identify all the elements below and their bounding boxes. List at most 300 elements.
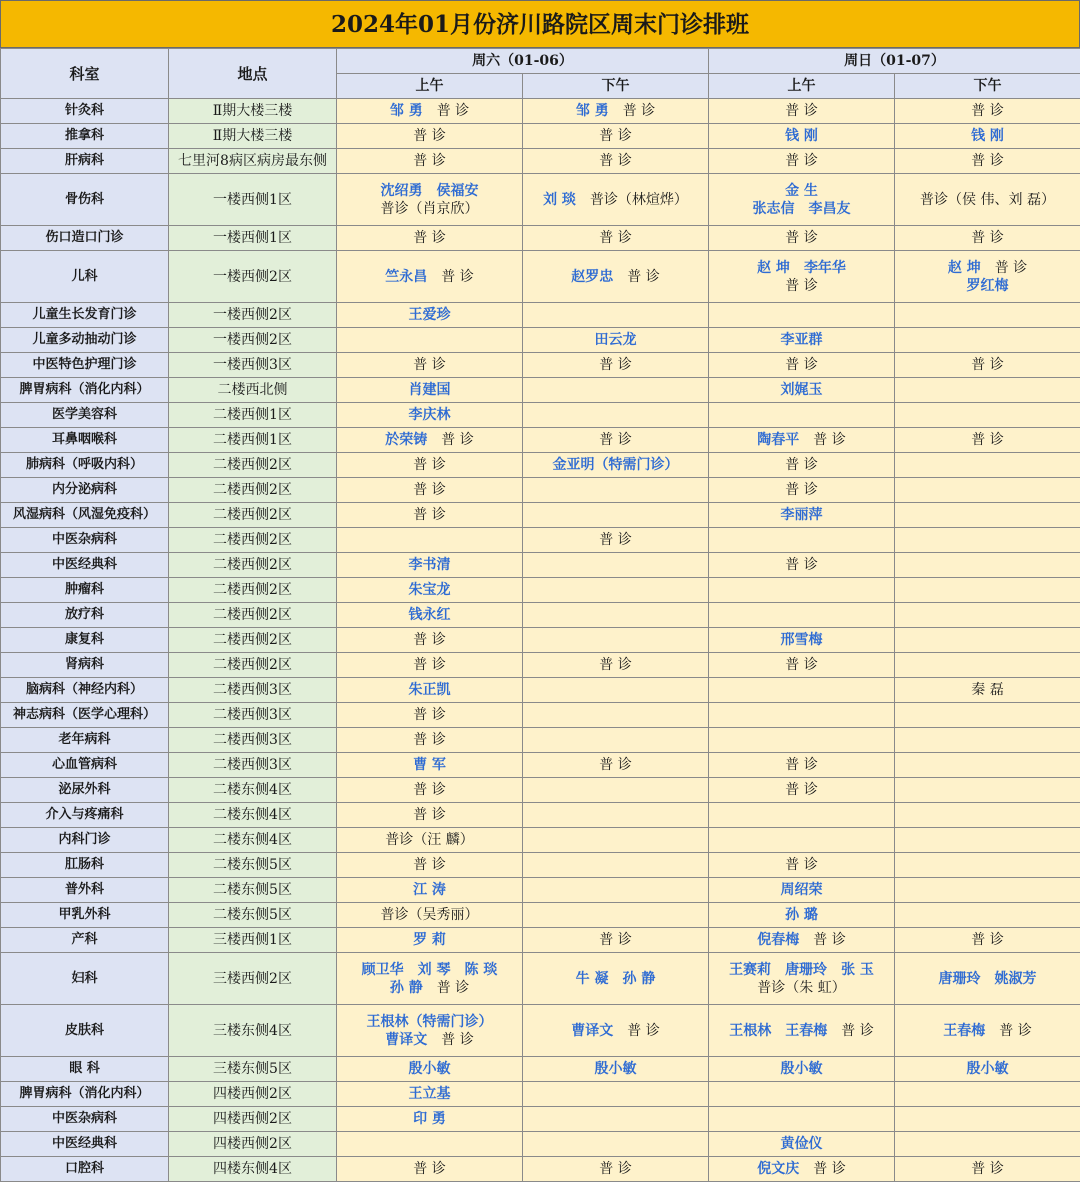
slot-sun-am	[709, 878, 895, 903]
slot-sun-pm	[895, 753, 1080, 778]
slot-sat-am	[337, 928, 523, 953]
general-clinic: 普诊（汪 麟）	[385, 832, 474, 848]
header-dept: 科室	[1, 49, 169, 99]
general-clinic: 普 诊	[599, 1161, 632, 1177]
slot-line	[711, 481, 892, 499]
slot-sat-am	[337, 1057, 523, 1082]
slot-line	[897, 102, 1078, 120]
location-cell: 二楼西侧3区	[169, 753, 337, 778]
slot-line	[711, 1160, 892, 1178]
location-cell: 三楼西侧1区	[169, 928, 337, 953]
doctor-name: 姚淑芳	[994, 970, 1037, 987]
slot-sun-pm	[895, 728, 1080, 753]
doctor-name: 王赛莉	[729, 961, 772, 978]
header-location: 地点	[169, 49, 337, 99]
slot-sat-pm	[523, 328, 709, 353]
doctor-name: 钱永红	[408, 607, 451, 623]
slot-line	[339, 481, 520, 499]
doctor-name: 王根林（特需门诊）	[366, 1013, 493, 1030]
general-clinic: 普 诊	[813, 1161, 846, 1177]
general-clinic: 普 诊	[971, 1161, 1004, 1177]
slot-sat-am	[337, 378, 523, 403]
dept-cell: 甲乳外科	[1, 903, 169, 928]
doctor-name: 刘 琰	[543, 191, 576, 208]
general-clinic: 普诊（林煊烨）	[589, 191, 688, 208]
slot-sun-am	[709, 403, 895, 428]
slot-line	[711, 631, 892, 649]
doctor-name: 陶春平	[757, 432, 800, 448]
slot-line	[339, 906, 520, 924]
table-row	[1, 124, 1080, 149]
general-clinic: 普诊（肖京欣）	[380, 200, 479, 217]
table-row	[1, 353, 1080, 378]
table-row	[1, 1132, 1080, 1157]
general-clinic: 普 诊	[999, 1022, 1032, 1039]
location-cell: 二楼东侧4区	[169, 828, 337, 853]
location-cell: 二楼西侧3区	[169, 703, 337, 728]
doctor-name: 田云龙	[594, 332, 637, 348]
slot-line	[339, 731, 520, 749]
header-saturday: 周六（01-06）	[337, 49, 709, 74]
slot-line	[339, 581, 520, 599]
slot-line	[339, 506, 520, 524]
dept-cell: 内分泌病科	[1, 478, 169, 503]
location-cell: 三楼西侧2区	[169, 953, 337, 1005]
slot-sun-pm	[895, 378, 1080, 403]
table-row	[1, 226, 1080, 251]
slot-line	[339, 681, 520, 699]
location-cell: 二楼东侧4区	[169, 778, 337, 803]
general-clinic: 普 诊	[436, 979, 470, 996]
general-clinic: 普 诊	[441, 268, 474, 285]
slot-line	[897, 356, 1078, 374]
slot-sat-pm	[523, 878, 709, 903]
doctor-name: 刘娓玉	[780, 382, 823, 398]
slot-line	[525, 127, 706, 145]
dept-cell: 眼 科	[1, 1057, 169, 1082]
slot-sat-pm	[523, 403, 709, 428]
slot-line	[339, 656, 520, 674]
general-clinic: 普 诊	[627, 1022, 660, 1039]
header-sat-am: 上午	[337, 74, 523, 99]
slot-sat-pm	[523, 303, 709, 328]
slot-sun-am	[709, 728, 895, 753]
table-row	[1, 503, 1080, 528]
dept-cell: 中医经典科	[1, 1132, 169, 1157]
location-cell: 二楼西侧2区	[169, 653, 337, 678]
slot-line	[339, 102, 520, 120]
general-clinic: 普 诊	[413, 128, 446, 144]
doctor-name: 肖建国	[408, 382, 451, 398]
slot-sun-pm	[895, 503, 1080, 528]
slot-line	[339, 306, 520, 324]
dept-cell: 中医杂病科	[1, 528, 169, 553]
slot-sat-am	[337, 428, 523, 453]
slot-line	[339, 152, 520, 170]
slot-line	[525, 1022, 706, 1040]
slot-line	[339, 831, 520, 849]
dept-cell: 中医经典科	[1, 553, 169, 578]
doctor-name: 沈绍勇	[380, 182, 423, 199]
slot-line	[525, 931, 706, 949]
slot-line	[897, 191, 1078, 209]
table-row	[1, 878, 1080, 903]
general-clinic: 普 诊	[785, 657, 818, 673]
slot-line	[339, 961, 520, 979]
slot-sat-am	[337, 303, 523, 328]
dept-cell: 普外科	[1, 878, 169, 903]
slot-sat-pm	[523, 778, 709, 803]
slot-sat-am	[337, 149, 523, 174]
doctor-name: 殷小敏	[966, 1061, 1009, 1077]
slot-sat-am	[337, 803, 523, 828]
slot-line	[339, 200, 520, 218]
header-sunday: 周日（01-07）	[709, 49, 1080, 74]
slot-line	[339, 781, 520, 799]
slot-sat-am	[337, 653, 523, 678]
slot-line	[525, 268, 706, 286]
general-clinic: 秦 磊	[971, 682, 1004, 698]
slot-line	[525, 756, 706, 774]
dept-cell: 脾胃病科（消化内科）	[1, 378, 169, 403]
slot-sat-pm	[523, 99, 709, 124]
slot-sun-am	[709, 353, 895, 378]
dept-cell: 神志病科（医学心理科）	[1, 703, 169, 728]
slot-sun-pm	[895, 251, 1080, 303]
general-clinic: 普 诊	[599, 153, 632, 169]
slot-sat-pm	[523, 226, 709, 251]
table-row	[1, 628, 1080, 653]
slot-line	[339, 229, 520, 247]
slot-sat-pm	[523, 553, 709, 578]
table-row	[1, 453, 1080, 478]
location-cell: 二楼东侧5区	[169, 853, 337, 878]
general-clinic: 普 诊	[413, 482, 446, 498]
slot-sun-pm	[895, 303, 1080, 328]
slot-sat-pm	[523, 828, 709, 853]
slot-line	[897, 152, 1078, 170]
slot-sun-am	[709, 478, 895, 503]
slot-sun-am	[709, 503, 895, 528]
doctor-name: 钱 刚	[785, 128, 818, 144]
slot-sat-pm	[523, 353, 709, 378]
location-cell: 一楼西侧1区	[169, 174, 337, 226]
doctor-name: 罗 莉	[413, 932, 446, 948]
general-clinic: 普 诊	[813, 432, 846, 448]
slot-sat-pm	[523, 251, 709, 303]
slot-sat-am	[337, 226, 523, 251]
slot-sun-am	[709, 99, 895, 124]
slot-line	[897, 1022, 1078, 1040]
slot-sun-am	[709, 903, 895, 928]
slot-sun-am	[709, 703, 895, 728]
slot-line	[339, 1013, 520, 1031]
dept-cell: 推拿科	[1, 124, 169, 149]
slot-sat-pm	[523, 903, 709, 928]
slot-sat-pm	[523, 1132, 709, 1157]
table-row	[1, 553, 1080, 578]
slot-line	[525, 431, 706, 449]
location-cell: 二楼西侧2区	[169, 478, 337, 503]
table-row	[1, 1057, 1080, 1082]
general-clinic: 普 诊	[785, 103, 818, 119]
slot-line	[711, 1060, 892, 1078]
location-cell: Ⅱ期大楼三楼	[169, 124, 337, 149]
doctor-name: 殷小敏	[594, 1061, 637, 1077]
slot-sat-am	[337, 1107, 523, 1132]
location-cell: 二楼东侧4区	[169, 803, 337, 828]
slot-line	[525, 656, 706, 674]
table-row	[1, 303, 1080, 328]
slot-line	[711, 381, 892, 399]
page-title: 2024年01月份济川路院区周末门诊排班	[0, 0, 1080, 48]
slot-sat-am	[337, 828, 523, 853]
location-cell: 二楼西侧2区	[169, 528, 337, 553]
location-cell: 二楼西侧2区	[169, 453, 337, 478]
slot-line	[897, 127, 1078, 145]
doctor-name: 金亚明（特需门诊）	[552, 457, 679, 473]
slot-sun-pm	[895, 149, 1080, 174]
slot-sat-am	[337, 778, 523, 803]
general-clinic: 普 诊	[971, 103, 1004, 119]
slot-sun-am	[709, 149, 895, 174]
doctor-name: 殷小敏	[780, 1061, 823, 1077]
slot-line	[711, 756, 892, 774]
general-clinic: 普 诊	[413, 782, 446, 798]
doctor-name: 赵 坤	[947, 259, 981, 276]
table-row	[1, 428, 1080, 453]
dept-cell: 风湿病科（风湿免疫科）	[1, 503, 169, 528]
slot-line	[711, 1022, 892, 1040]
doctor-name: 孙 静	[622, 970, 656, 987]
slot-line	[525, 331, 706, 349]
general-clinic: 普 诊	[441, 1031, 474, 1048]
doctor-name: 曹 军	[413, 757, 446, 773]
slot-line	[525, 152, 706, 170]
doctor-name: 王立基	[408, 1086, 451, 1102]
slot-line	[339, 806, 520, 824]
slot-sat-pm	[523, 628, 709, 653]
slot-line	[711, 229, 892, 247]
dept-cell: 肿瘤科	[1, 578, 169, 603]
slot-line	[339, 456, 520, 474]
table-row	[1, 703, 1080, 728]
slot-sun-pm	[895, 878, 1080, 903]
slot-line	[339, 268, 520, 286]
general-clinic: 普 诊	[599, 128, 632, 144]
slot-sun-pm	[895, 603, 1080, 628]
dept-cell: 妇科	[1, 953, 169, 1005]
table-row	[1, 853, 1080, 878]
doctor-name: 牛 凝	[575, 970, 609, 987]
slot-sat-pm	[523, 953, 709, 1005]
slot-sat-am	[337, 728, 523, 753]
slot-sat-pm	[523, 428, 709, 453]
general-clinic: 普 诊	[971, 230, 1004, 246]
slot-line	[339, 1085, 520, 1103]
general-clinic: 普 诊	[971, 357, 1004, 373]
general-clinic: 普 诊	[785, 230, 818, 246]
slot-line	[897, 259, 1078, 277]
slot-sun-pm	[895, 174, 1080, 226]
table-row	[1, 753, 1080, 778]
slot-sun-am	[709, 1132, 895, 1157]
slot-sun-am	[709, 1082, 895, 1107]
doctor-name: 印 勇	[413, 1111, 446, 1127]
doctor-name: 周绍荣	[780, 882, 823, 898]
dept-cell: 心血管病科	[1, 753, 169, 778]
general-clinic: 普 诊	[971, 153, 1004, 169]
slot-sun-am	[709, 853, 895, 878]
dept-cell: 泌尿外科	[1, 778, 169, 803]
slot-sun-pm	[895, 1082, 1080, 1107]
general-clinic: 普 诊	[785, 482, 818, 498]
slot-line	[339, 856, 520, 874]
general-clinic: 普 诊	[413, 707, 446, 723]
slot-sat-pm	[523, 703, 709, 728]
general-clinic: 普 诊	[599, 657, 632, 673]
general-clinic: 普 诊	[413, 230, 446, 246]
general-clinic: 普诊（侯 伟、刘 磊）	[920, 191, 1055, 208]
slot-line	[711, 152, 892, 170]
location-cell: 三楼东侧4区	[169, 1005, 337, 1057]
general-clinic: 普 诊	[413, 657, 446, 673]
doctor-name: 倪春梅	[757, 932, 800, 948]
slot-line	[339, 881, 520, 899]
general-clinic: 普 诊	[413, 732, 446, 748]
slot-sun-am	[709, 628, 895, 653]
slot-sun-am	[709, 778, 895, 803]
general-clinic: 普 诊	[841, 1022, 874, 1039]
doctor-name: 竺永昌	[385, 268, 428, 285]
slot-line	[897, 277, 1078, 295]
location-cell: 四楼西侧2区	[169, 1107, 337, 1132]
slot-sat-am	[337, 528, 523, 553]
slot-sun-am	[709, 226, 895, 251]
dept-cell: 老年病科	[1, 728, 169, 753]
slot-line	[711, 182, 892, 200]
slot-sat-pm	[523, 174, 709, 226]
doctor-name: 倪文庆	[757, 1161, 800, 1177]
slot-line	[525, 531, 706, 549]
doctor-name: 钱 刚	[971, 128, 1004, 144]
slot-line	[711, 102, 892, 120]
slot-sat-am	[337, 353, 523, 378]
slot-sun-am	[709, 528, 895, 553]
schedule-body	[1, 99, 1080, 1182]
general-clinic: 普 诊	[785, 277, 818, 294]
table-row	[1, 378, 1080, 403]
general-clinic: 普 诊	[413, 632, 446, 648]
location-cell: 四楼西侧2区	[169, 1132, 337, 1157]
slot-line	[897, 970, 1078, 988]
doctor-name: 唐珊玲	[785, 961, 828, 978]
location-cell: 二楼西侧1区	[169, 428, 337, 453]
table-row	[1, 603, 1080, 628]
doctor-name: 李年华	[803, 259, 846, 276]
doctor-name: 张 玉	[841, 961, 874, 978]
slot-line	[711, 1135, 892, 1153]
slot-sat-pm	[523, 478, 709, 503]
slot-sun-pm	[895, 1107, 1080, 1132]
slot-sun-am	[709, 1107, 895, 1132]
slot-line	[339, 606, 520, 624]
doctor-name: 江 涛	[413, 882, 446, 898]
slot-sat-am	[337, 703, 523, 728]
dept-cell: 耳鼻咽喉科	[1, 428, 169, 453]
slot-line	[711, 979, 892, 997]
location-cell: 二楼西侧1区	[169, 403, 337, 428]
general-clinic: 普 诊	[599, 357, 632, 373]
slot-sun-pm	[895, 678, 1080, 703]
slot-sun-am	[709, 653, 895, 678]
slot-line	[339, 931, 520, 949]
slot-line	[711, 259, 892, 277]
location-cell: 一楼西侧2区	[169, 251, 337, 303]
table-row	[1, 928, 1080, 953]
slot-sat-pm	[523, 753, 709, 778]
slot-line	[711, 127, 892, 145]
slot-line	[711, 331, 892, 349]
slot-sun-am	[709, 1157, 895, 1182]
slot-sat-am	[337, 578, 523, 603]
general-clinic: 普 诊	[413, 807, 446, 823]
slot-sat-am	[337, 503, 523, 528]
dept-cell: 中医特色护理门诊	[1, 353, 169, 378]
doctor-name: 邢雪梅	[780, 632, 823, 648]
slot-sat-am	[337, 1005, 523, 1057]
slot-line	[897, 931, 1078, 949]
dept-cell: 脾胃病科（消化内科）	[1, 1082, 169, 1107]
slot-line	[339, 756, 520, 774]
doctor-name: 金 生	[785, 182, 818, 199]
dept-cell: 医学美容科	[1, 403, 169, 428]
slot-line	[339, 1160, 520, 1178]
table-row	[1, 478, 1080, 503]
table-row	[1, 149, 1080, 174]
slot-sat-am	[337, 878, 523, 903]
doctor-name: 赵罗忠	[571, 268, 614, 285]
slot-sat-am	[337, 853, 523, 878]
slot-line	[897, 1160, 1078, 1178]
slot-line	[711, 431, 892, 449]
doctor-name: 朱正凯	[408, 682, 451, 698]
slot-sun-pm	[895, 803, 1080, 828]
location-cell: 二楼西侧2区	[169, 553, 337, 578]
slot-sat-am	[337, 1157, 523, 1182]
slot-line	[339, 979, 520, 997]
doctor-name: 王根林	[729, 1022, 772, 1039]
dept-cell: 产科	[1, 928, 169, 953]
slot-sun-am	[709, 603, 895, 628]
table-row	[1, 99, 1080, 124]
slot-sun-pm	[895, 226, 1080, 251]
slot-line	[711, 356, 892, 374]
general-clinic: 普 诊	[436, 103, 470, 119]
doctor-name: 顾卫华	[361, 961, 404, 978]
slot-sun-pm	[895, 828, 1080, 853]
slot-sat-pm	[523, 928, 709, 953]
slot-sun-pm	[895, 903, 1080, 928]
slot-line	[711, 781, 892, 799]
location-cell: 二楼西侧3区	[169, 728, 337, 753]
location-cell: 二楼西侧2区	[169, 603, 337, 628]
slot-sat-am	[337, 903, 523, 928]
dept-cell: 肾病科	[1, 653, 169, 678]
slot-line	[339, 381, 520, 399]
dept-cell: 肝病科	[1, 149, 169, 174]
doctor-name: 朱宝龙	[408, 582, 451, 598]
